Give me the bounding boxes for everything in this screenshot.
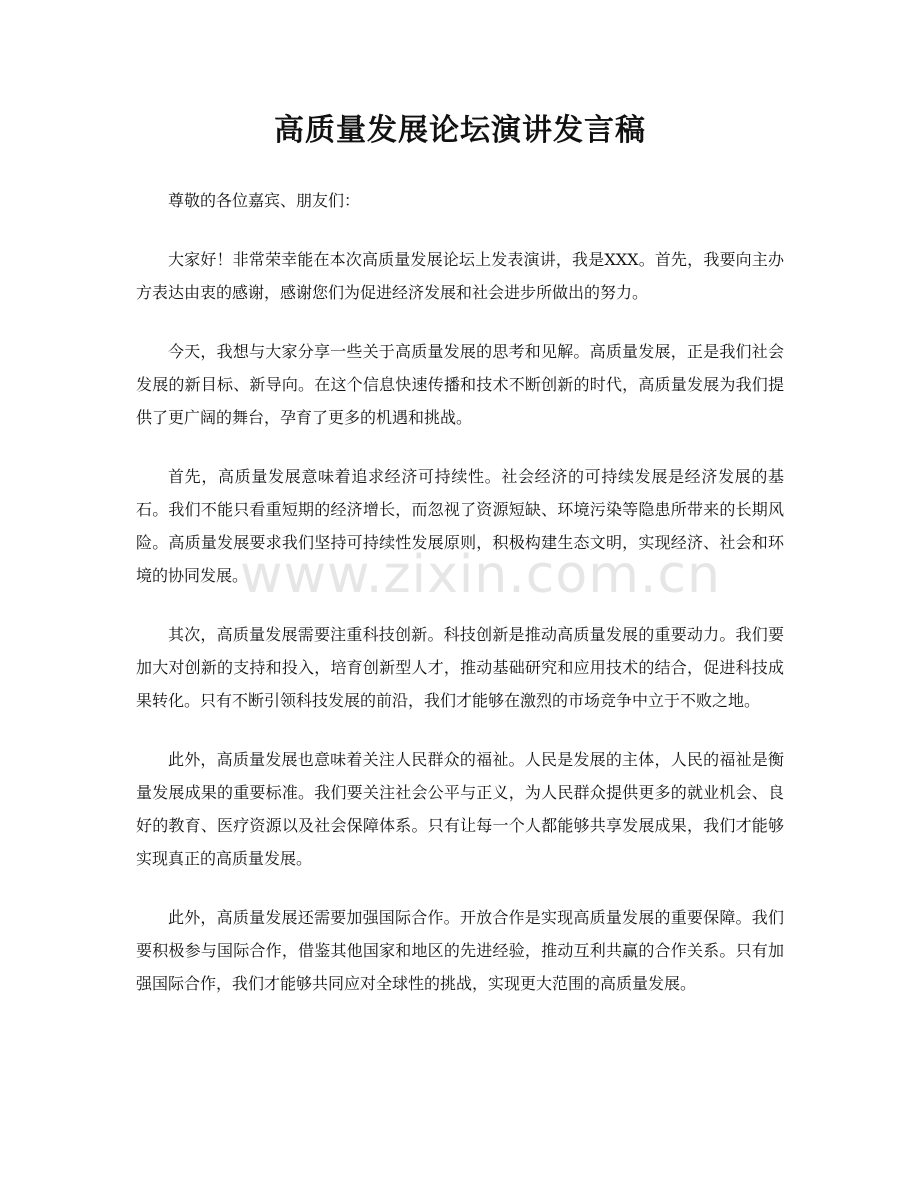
document-title: 高质量发展论坛演讲发言稿 [274, 113, 646, 148]
paragraph-sustainability: 首先，高质量发展意味着追求经济可持续性。社会经济的可持续发展是经济发展的基石。我们不能只看重短期的经济增长，而忽视了资源短缺、环境污染等隐患所带来的长期风险。高质量发展要求我们坚持可持续性发展原则，积极构建生态文明，实现经济、社会和环境的协同发展。 [136, 467, 784, 585]
paragraph-salutation: 尊敬的各位嘉宾、朋友们： [168, 191, 361, 210]
document-body [136, 184, 784, 1026]
paragraph-intro: 今天，我想与大家分享一些关于高质量发展的思考和见解。高质量发展，正是我们社会发展的新目标、新导向。在这个信息快速传播和技术不断创新的时代，高质量发展为我们提供了更广阔的舞台，孕育了更多的机遇和挑战。 [136, 342, 784, 427]
paragraph-cooperation: 此外，高质量发展还需要加强国际合作。开放合作是实现高质量发展的重要保障。我们要积极参与国际合作，借鉴其他国家和地区的先进经验，推动互利共赢的合作关系。只有加强国际合作，我们才能够共同应对全球性的挑战，实现更大范围的高质量发展。 [136, 908, 784, 993]
paragraph-greeting: 大家好！非常荣幸能在本次高质量发展论坛上发表演讲，我是XXX。首先，我要向主办方表达由衷的感谢，感谢您们为促进经济发展和社会进步所做出的努力。 [136, 250, 784, 302]
watermark: www.zixin.com.cn [240, 545, 721, 605]
paragraph-innovation: 其次，高质量发展需要注重科技创新。科技创新是推动高质量发展的重要动力。我们要加大对创新的支持和投入，培育创新型人才，推动基础研究和应用技术的结合，促进科技成果转化。只有不断引领科技发展的前沿，我们才能够在激烈的市场竞争中立于不败之地。 [136, 625, 784, 710]
paragraph-welfare: 此外，高质量发展也意味着关注人民群众的福祉。人民是发展的主体，人民的福祉是衡量发展成果的重要标准。我们要关注社会公平与正义，为人民群众提供更多的就业机会、良好的教育、医疗资源以及社会保障体系。只有让每一个人都能够共享发展成果，我们才能够实现真正的高质量发展。 [136, 750, 784, 868]
